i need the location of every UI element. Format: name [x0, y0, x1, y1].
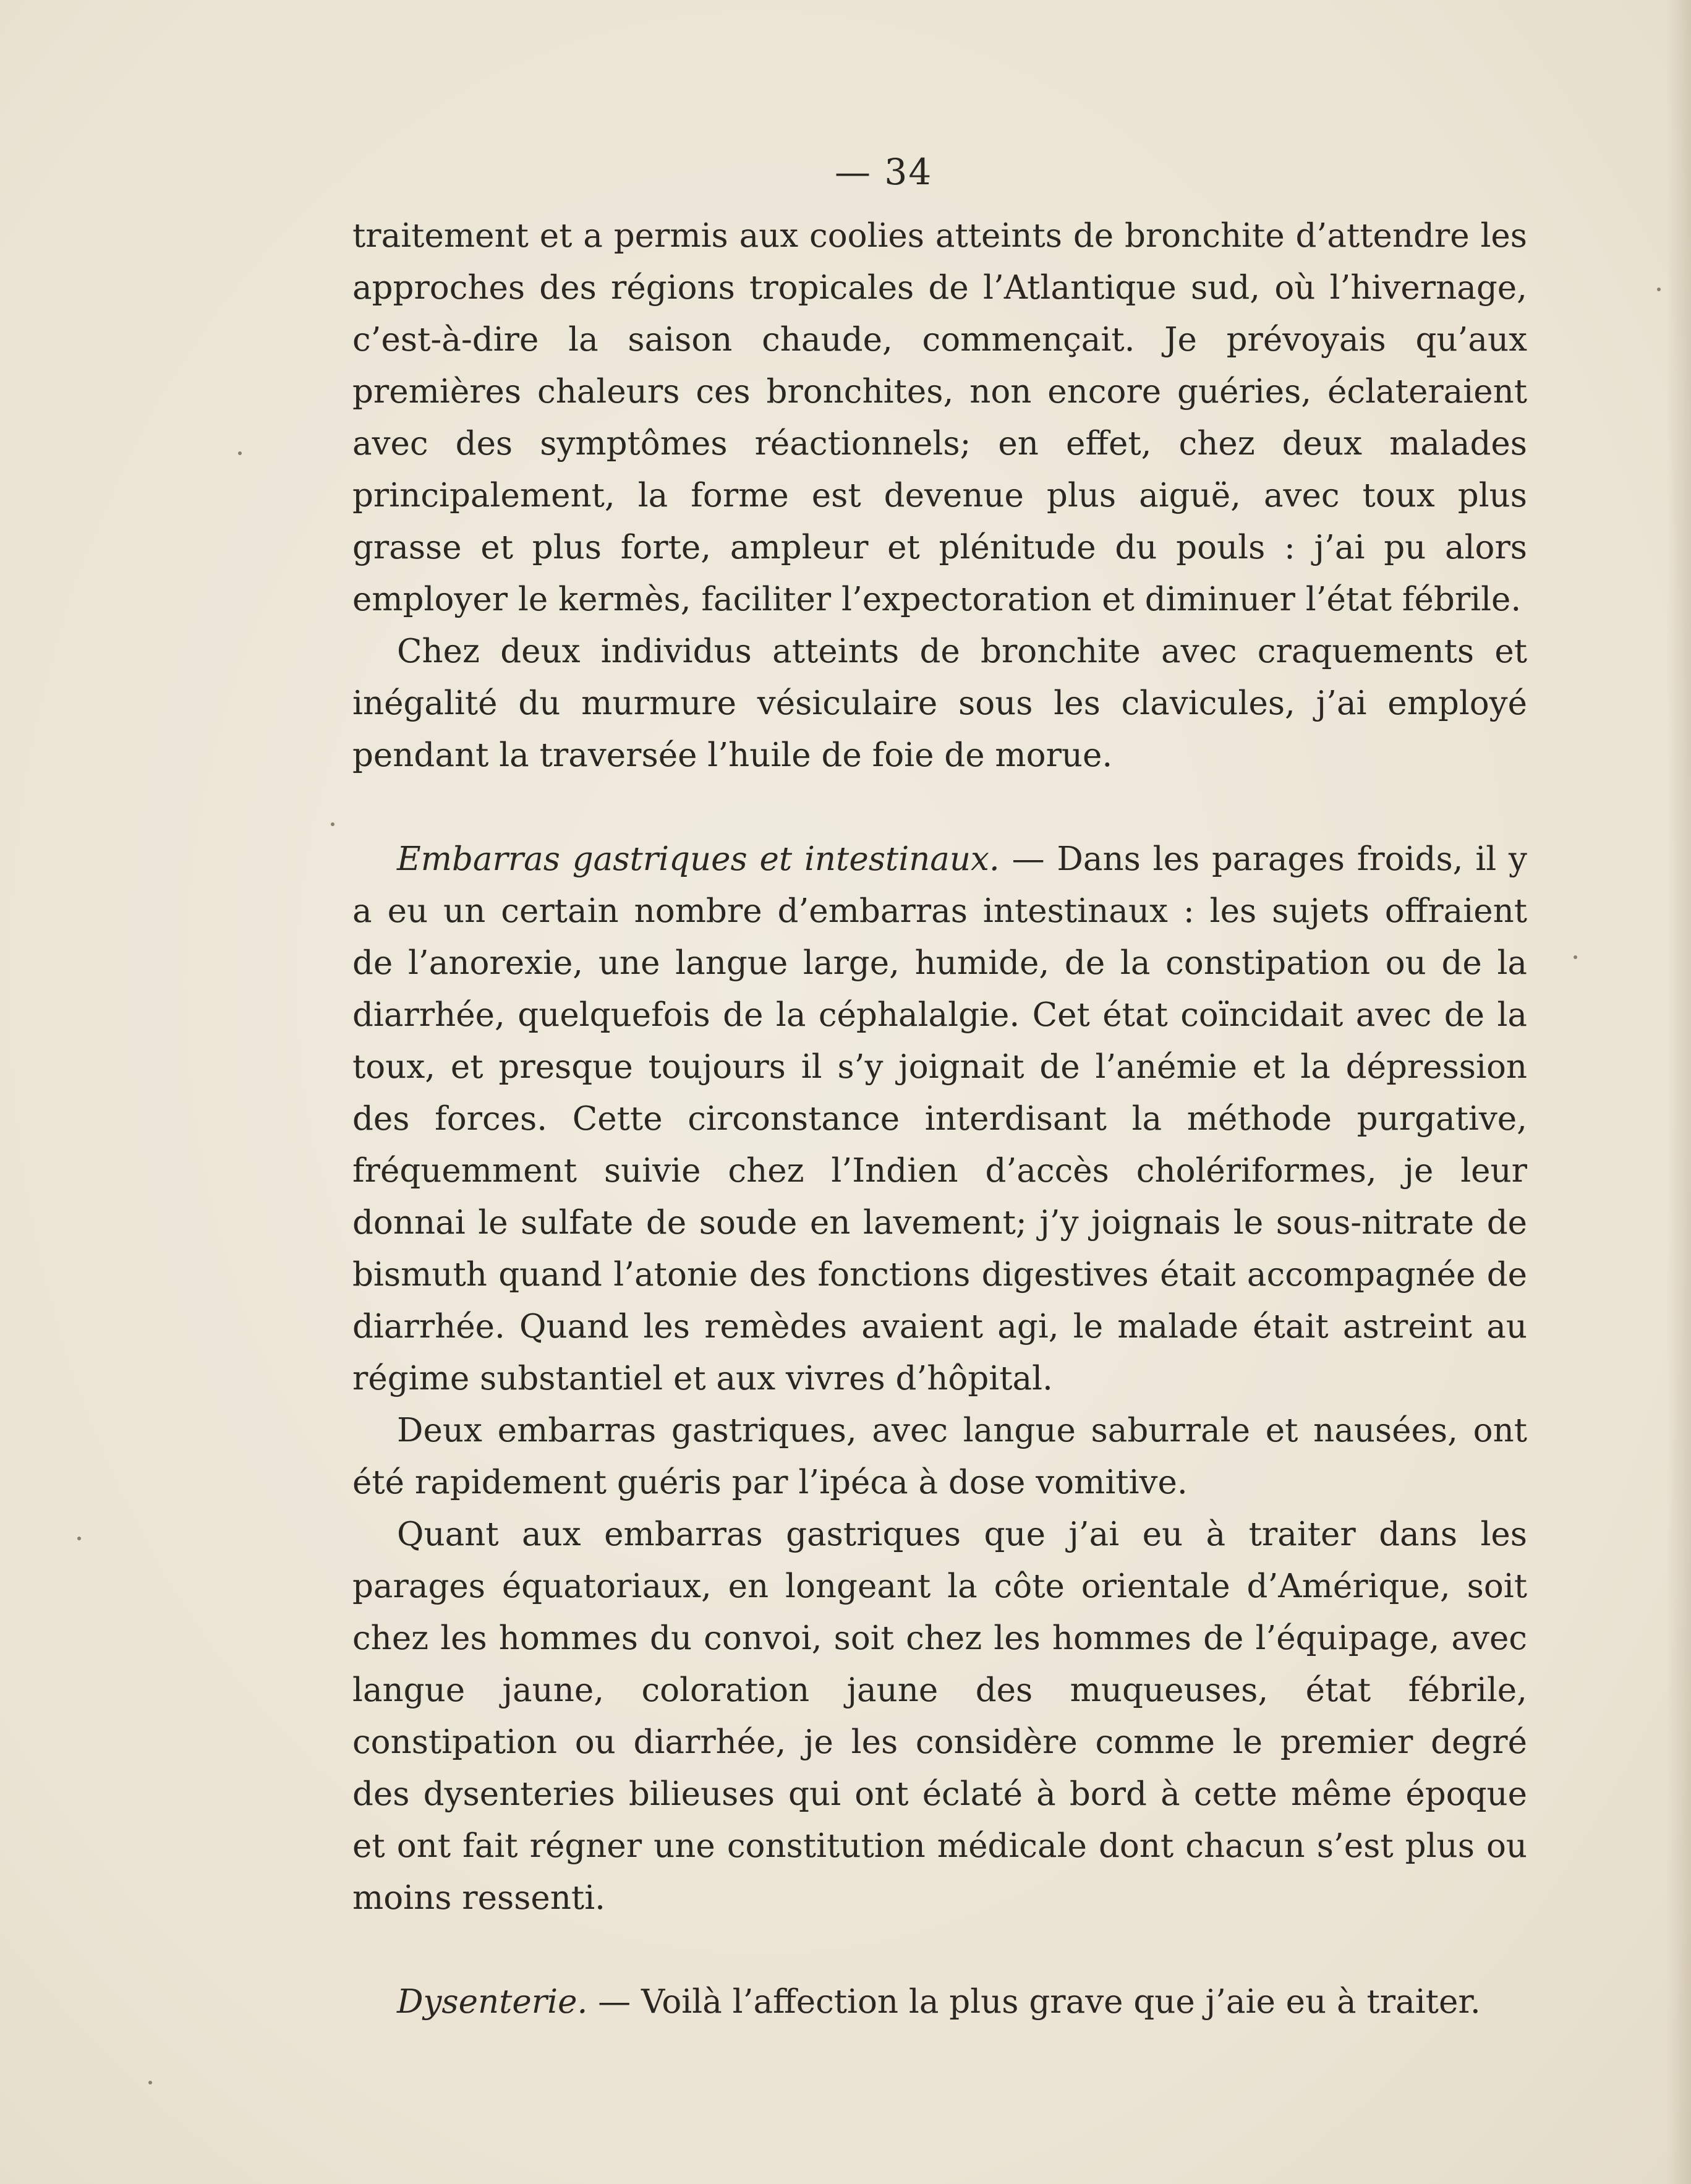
paper-speck [148, 2081, 152, 2084]
paragraph-bronchitis-continued: traitement et a permis aux coolies atteints de bronchite d’attendre les approches des régions tropicales de l’Atlantique sud, où l’hivernage, c’est-à-dire la saison chaude, commençait. Je prévoyais qu’aux premières chaleurs ces bronchites, non encore guéries, éclateraient avec des symptômes réactionnels; en effet, chez deux malades principalement, la forme est devenue plus aiguë, avec toux plus grasse et plus forte, ampleur et plénitude du pouls : j’ai pu alors employer le kermès, faciliter l’expectoration et diminuer l’état fébrile. [352, 217, 1527, 618]
page-edge-shadow [1666, 0, 1691, 2184]
paragraph-embarras [352, 834, 1527, 1405]
paragraph-equatorial: Quant aux embarras gastriques que j’ai eu à traiter dans les parages équatoriaux, en longeant la côte orientale d’Amérique, soit chez les hommes du convoi, soit chez les hommes de l’équipage, avec langue jaune, coloration jaune des muqueuses, état fébrile, constipation ou diarrhée, je les considère comme le premier degré des dysenteries bilieuses qui ont éclaté à bord à cette même époque et ont fait régner une constitution médicale dont chacun s’est plus ou moins ressenti. [352, 1516, 1527, 1917]
paper-speck [238, 451, 242, 455]
paper-speck [77, 1537, 81, 1540]
paper-speck [1657, 288, 1661, 291]
section-spacer [352, 1924, 1527, 1976]
section-spacer [352, 782, 1527, 834]
section-heading-dysenterie: Dysenterie. [397, 1983, 588, 2021]
paper-speck [331, 822, 334, 826]
paragraph-embarras-text: — Dans les parages froids, il y a eu un certain nombre d’embarras intestinaux : les sujets offraient de l’anorexie, une langue large, humide, de la constipation ou de la diarrhée, quelquefois de la céphalalgie. Cet état coïncidait avec de la toux, et presque toujours il s’y joignait de l’anémie et la dépression des forces. Cette circonstance interdisant la méthode purgative, fréquemment suivie chez l’Indien d’accès cholériformes, je leur donnai le sulfate de soude en lavement; j’y joignais le sous-nitrate de bismuth quand l’atonie des fonctions digestives était accompagnée de diarrhée. Quand les remèdes avaient agi, le malade était astreint au régime substantiel et aux vivres d’hôpital. [352, 840, 1527, 1397]
paper-speck [1574, 955, 1577, 959]
paragraph-ipeca: Deux embarras gastriques, avec langue saburrale et nausées, ont été rapidement guéris par l’ipéca à dose vomitive. [352, 1412, 1527, 1501]
paragraph-cod-liver-oil: Chez deux individus atteints de bronchite avec craquements et inégalité du murmure vésiculaire sous les clavicules, j’ai employé pendant la traversée l’huile de foie de morue. [352, 633, 1527, 774]
paragraph-dysenterie-text: — Voilà l’affection la plus grave que j’aie eu à traiter. [587, 1983, 1481, 2021]
section-heading-embarras: Embarras gastriques et intestinaux. [397, 840, 1000, 878]
paragraph-dysenterie [352, 1976, 1527, 2028]
body-text [352, 210, 1527, 2028]
page-number: — 34 [835, 151, 933, 193]
